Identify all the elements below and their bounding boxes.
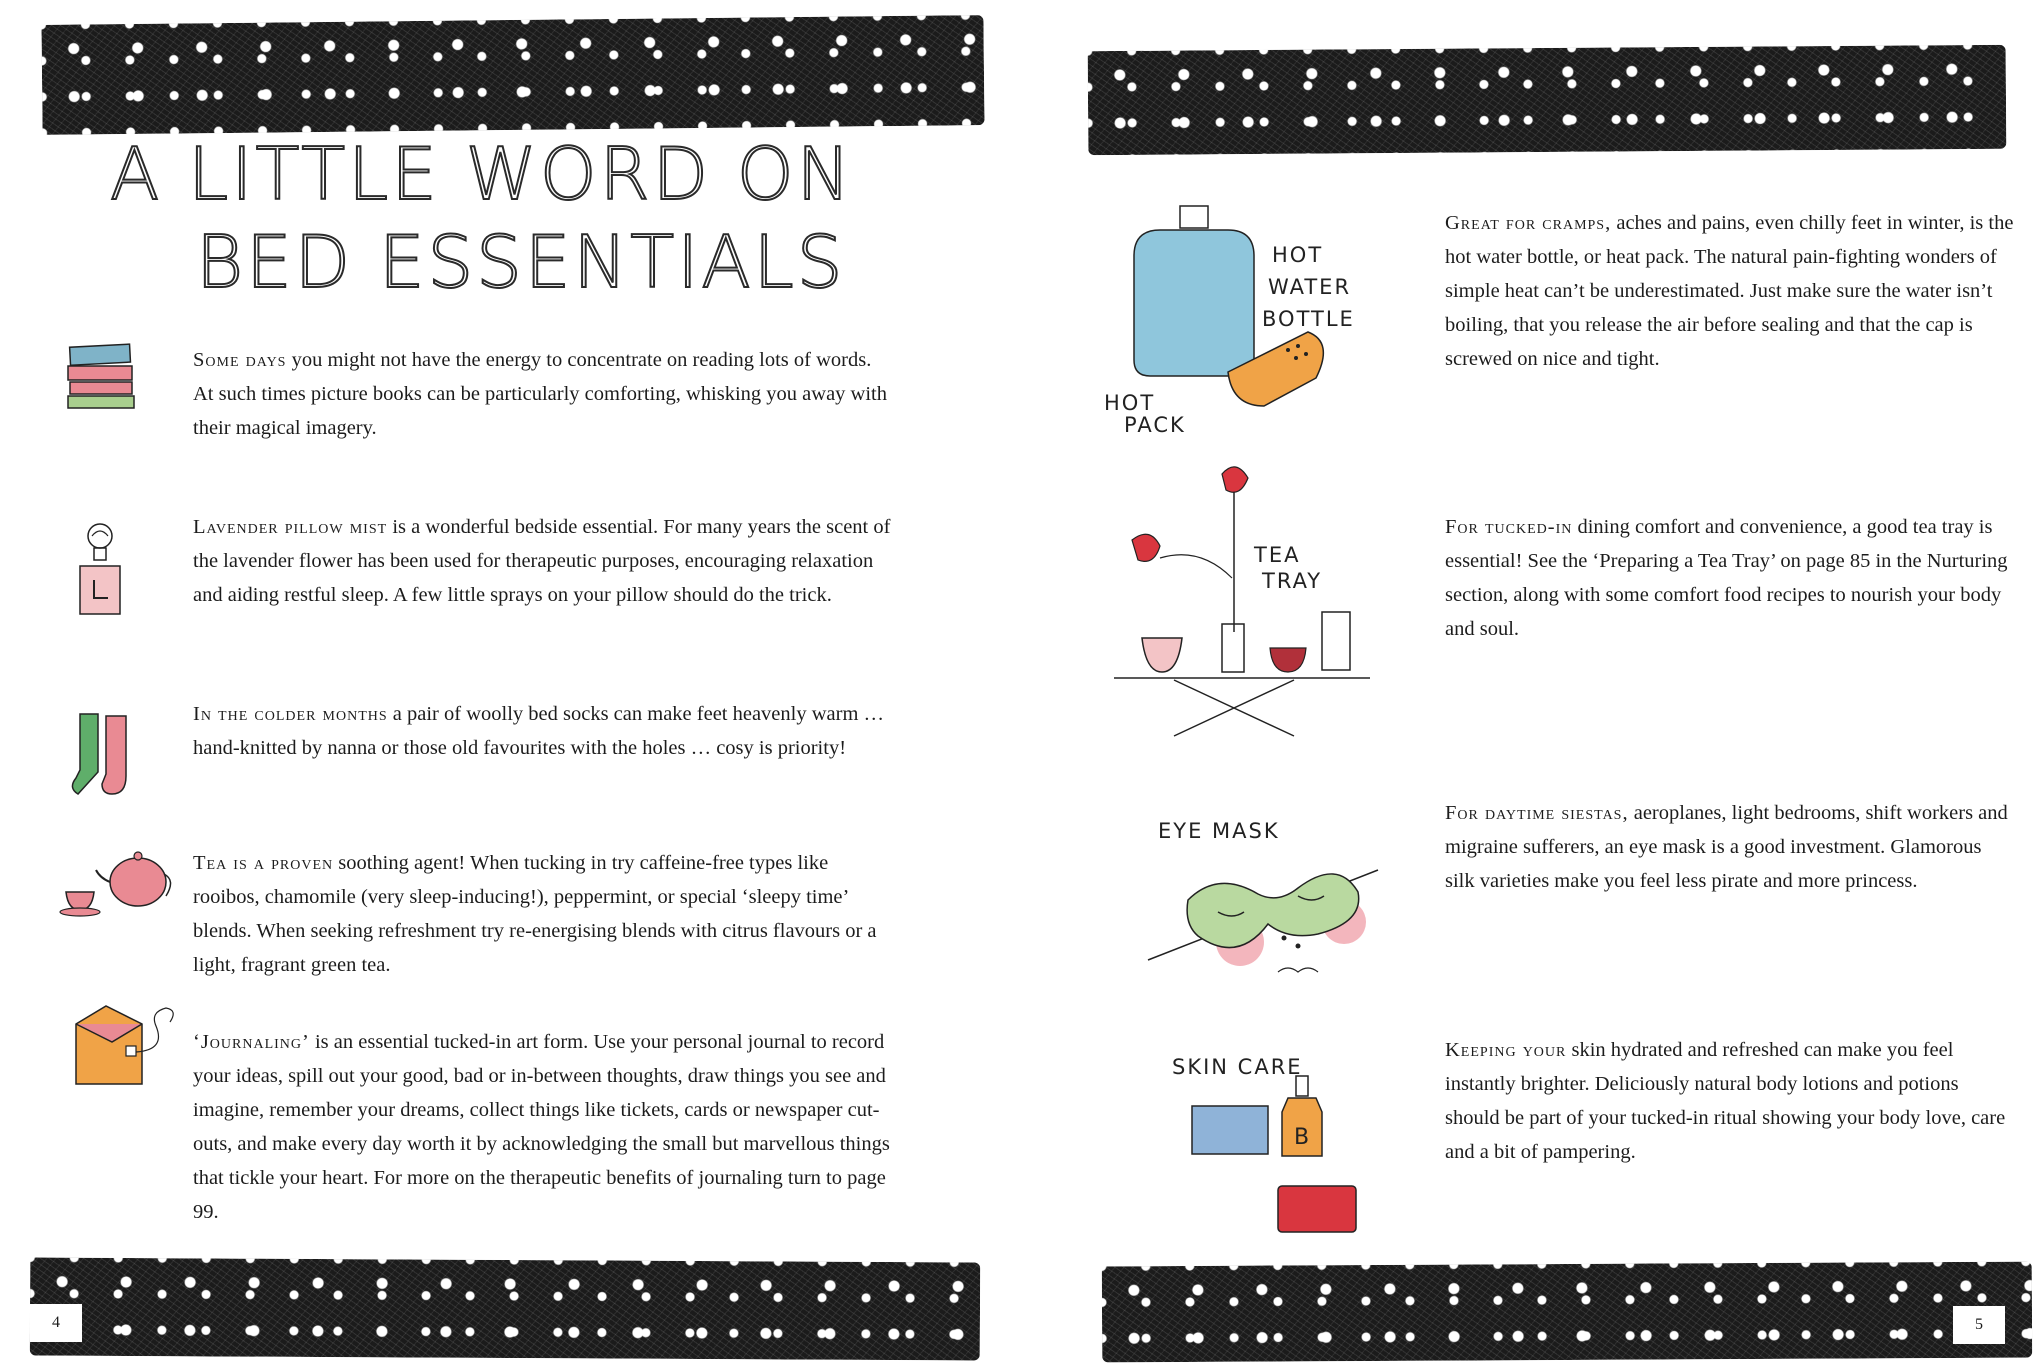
journal-icon xyxy=(70,1002,180,1092)
tea-tray-illustration xyxy=(1114,462,1374,742)
picture-books-icon xyxy=(64,342,144,412)
teapot-icon xyxy=(58,842,178,922)
page-number: 4 xyxy=(30,1304,82,1342)
skin-care-illustration xyxy=(1168,1040,1408,1240)
title-line-2: BED ESSENTIALS xyxy=(196,220,846,304)
entry-bed-socks: In the colder months a pair of woolly bed socks can make feet heavenly warm … hand-knitted by nanna or those old favourites with the holes … cosy is priority! xyxy=(193,703,885,759)
svg-text:TEA: TEA xyxy=(1254,543,1301,567)
lavender-mist-bottle-icon xyxy=(72,522,132,622)
bottom-doodle-band xyxy=(30,1258,981,1361)
entry-picture-books: Some days you might not have the energy to concentrate on reading lots of words. At such times picture books can be particularly comforting, whisking you away with their magical imagery. xyxy=(193,349,887,439)
svg-text:PACK: PACK xyxy=(1124,413,1186,437)
svg-text:BOTTLE: BOTTLE xyxy=(1262,307,1355,331)
svg-text:B: B xyxy=(1294,1125,1310,1150)
top-doodle-band xyxy=(1088,45,2007,155)
entry-skin-care: Keeping your skin hydrated and refreshed can make you feel instantly brighter. Deliciously natural body lotions and potions should be part of your tucked-in ritual showing your body love, care and a bit of pampering. xyxy=(1445,1039,2006,1163)
hot-water-bottle-illustration xyxy=(1102,200,1402,440)
title-line-1: A LITTLE WORD ON xyxy=(110,132,854,216)
svg-text:EYE MASK: EYE MASK xyxy=(1158,819,1280,843)
entry-tea: Tea is a proven soothing agent! When tucking in try caffeine-free types like rooibos, chamomile (very sleep-inducing!), peppermint, or special ‘sleepy time’ blends. When seeking refreshment try re-energising blends with citrus flavours or a light, fragrant green tea. xyxy=(193,852,877,976)
page-number: 5 xyxy=(1953,1306,2005,1344)
left-page xyxy=(0,0,1017,1368)
svg-text:TRAY: TRAY xyxy=(1262,569,1323,593)
svg-text:SKIN CARE: SKIN CARE xyxy=(1172,1055,1303,1079)
svg-text:WATER: WATER xyxy=(1268,275,1352,299)
right-page xyxy=(1018,0,2035,1368)
entry-eye-mask: For daytime siestas, aeroplanes, light bedrooms, shift workers and migraine sufferers, an eye mask is a good investment. Glamorous silk varieties make you feel less pirate and more princess. xyxy=(1445,802,2008,892)
svg-text:HOT: HOT xyxy=(1104,391,1156,415)
entry-hot-water-bottle: Great for cramps, aches and pains, even chilly feet in winter, is the hot water bottle, or heat pack. The natural pain-fighting wonders of simple heat can’t be underestimated. Just make sure the water isn’t boiling, that you release the air before sealing and that the cap is screwed on nice and tight. xyxy=(1445,212,2014,370)
eye-mask-illustration xyxy=(1148,800,1408,1020)
entry-lavender-pillow-mist: Lavender pillow mist is a wonderful bedside essential. For many years the scent of the lavender flower has been used for therapeutic purposes, encouraging relaxation and aiding restful sleep. A few little sprays on your pillow should do the trick. xyxy=(193,516,891,606)
svg-text:HOT: HOT xyxy=(1272,243,1324,267)
bottom-doodle-band xyxy=(1102,1262,2032,1363)
page-title xyxy=(110,130,853,306)
bed-socks-icon xyxy=(70,712,150,812)
entry-tea-tray: For tucked-in dining comfort and convenience, a good tea tray is essential! See the ‘Preparing a Tea Tray’ on page 85 in the Nurturing section, along with some comfort food recipes to nourish your body and soul. xyxy=(1445,516,2008,640)
entry-journaling: ‘Journaling’ is an essential tucked-in art form. Use your personal journal to record your ideas, spill out your good, bad or in-between thoughts, draw things you see and imagine, remember your dreams, collect things like tickets, cards or newspaper cut-outs, and make every day worth it by acknowledging the small but marvellous things that tickle your heart. For more on the therapeutic benefits of journaling turn to page 99. xyxy=(193,1031,890,1223)
top-doodle-band xyxy=(41,15,984,135)
